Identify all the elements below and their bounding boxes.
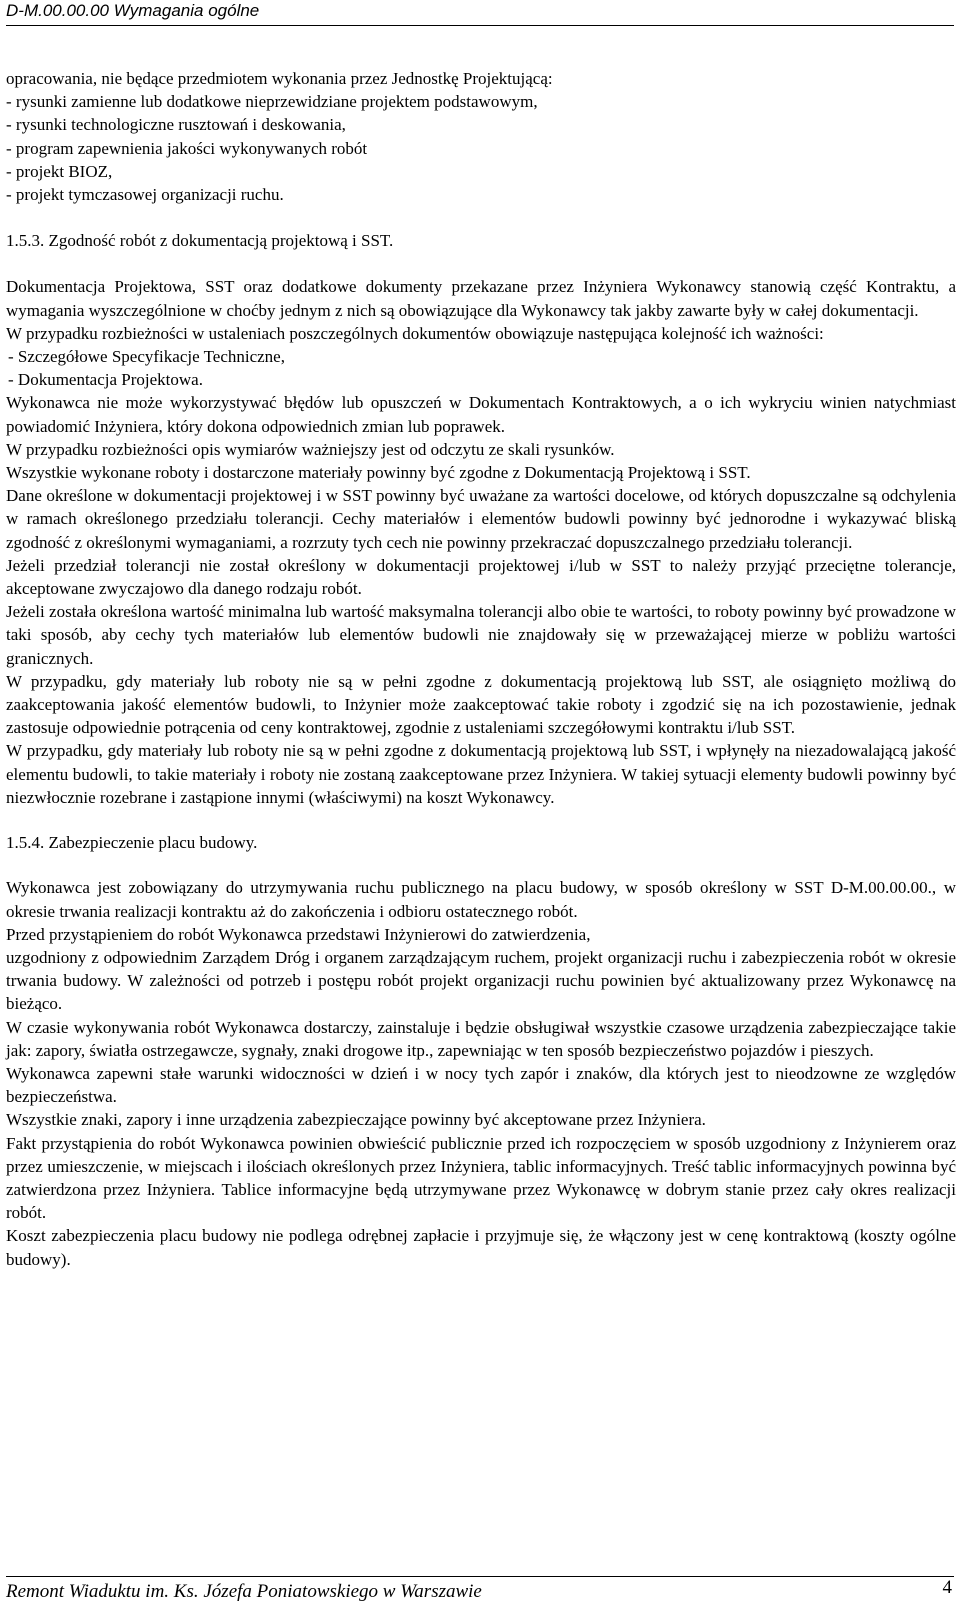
paragraph: Koszt zabezpieczenia placu budowy nie podlega odrębnej zapłacie i przyjmuje się, że włączony jest w cenę kontraktową (koszty ogólne budowy). [6, 1226, 956, 1269]
footer-rule [6, 1576, 954, 1577]
list-item: - Szczegółowe Specyfikacje Techniczne, [8, 347, 285, 367]
paragraph: Wykonawca jest zobowiązany do utrzymywania ruchu publicznego na placu budowy, w sposób określony w SST D-M.00.00.00., w okresie trwania realizacji kontraktu aż do zakończenia i odbioru ostatecznego robót. [6, 878, 956, 921]
paragraph: Przed przystąpieniem do robót Wykonawca przedstawi Inżynierowi do zatwierdzenia, [6, 924, 591, 944]
paragraph: Dane określone w dokumentacji projektowej i w SST powinny być uważane za wartości docelowe, od których dopuszczalne są odchylenia w ramach określonego przedziału tolerancji. Cechy materiałów i elementów budowli powinny być jednorodne i wykazywać bliską zgodność z określonymi wymaganiami, a rozrzuty tych cech nie powinny przekraczać dopuszczalnego przedziału tolerancji. [6, 486, 956, 552]
intro-item: - rysunki technologiczne rusztowań i deskowania, [6, 115, 346, 135]
paragraph: W przypadku, gdy materiały lub roboty nie są w pełni zgodne z dokumentacją projektową lub SST, i wpłynęły na niezadowalającą jakość elementu budowli, to takie materiały i roboty nie zostaną zaakceptowane przez Inżyniera. W takiej sytuacji elementy budowli powinny być niezwłocznie rozebrane i zastąpione innymi (właściwymi) na koszt Wykonawcy. [6, 741, 956, 807]
document-body [6, 67, 956, 1271]
intro-item: - program zapewnienia jakości wykonywanych robót [6, 138, 368, 158]
running-footer: Remont Wiaduktu im. Ks. Józefa Poniatowskiego w Warszawie [6, 1581, 482, 1602]
paragraph: uzgodniony z odpowiednim Zarządem Dróg i organem zarządzającym ruchem, projekt organizacji ruchu i zabezpieczenia robót w okresie trwania budowy. W zależności od potrzeb i postępu robót projekt organizacji ruchu powinien być aktualizowany przez Wykonawcę na bieżąco. [6, 947, 956, 1014]
paragraph: Wykonawca zapewni stałe warunki widoczności w dzień i w nocy tych zapór i znaków, dla których jest to nieodzowne ze względów bezpieczeństwa. [6, 1063, 956, 1107]
list-item: - Dokumentacja Projektowa. [8, 370, 203, 390]
paragraph: Fakt przystąpienia do robót Wykonawca powinien obwieścić publicznie przed ich rozpoczęciem w sposób uzgodniony z Inżynierem oraz przez umieszczenie, w miejscach i ilościach określonych przez Inżyniera, tablic informacyjnych. Treść tablic informacyjnych powinna być zatwierdzona przez Inżyniera. Tablice informacyjne będą utrzymywane przez Wykonawcę w dobrym stanie przez cały okres realizacji robót. [6, 1133, 956, 1223]
intro-item: - rysunki zamienne lub dodatkowe nieprzewidziane projektem podstawowym, [6, 92, 538, 112]
intro-item: - projekt BIOZ, [6, 161, 113, 181]
section-heading-1-5-4: 1.5.4. Zabezpieczenie placu budowy. [6, 833, 258, 853]
paragraph: W przypadku rozbieżności opis wymiarów ważniejszy jest od odczytu ze skali rysunków. [6, 439, 615, 459]
paragraph: Wykonawca nie może wykorzystywać błędów lub opuszczeń w Dokumentach Kontraktowych, a o ich wykryciu winien natychmiast powiadomić Inżyniera, który dokona odpowiednich zmian lub poprawek. [6, 393, 956, 436]
paragraph: Jeżeli została określona wartość minimalna lub wartość maksymalna tolerancji albo obie te wartości, to roboty powinny być prowadzone w taki sposób, aby cechy tych materiałów lub elementów budowli nie znajdowały się w przeważającej mierze w pobliżu wartości granicznych. [6, 602, 956, 668]
paragraph: Dokumentacja Projektowa, SST oraz dodatkowe dokumenty przekazane przez Inżyniera Wykonawcy stanowią część Kontraktu, a wymagania wyszczególnione w choćby jednym z nich są obowiązujące dla Wykonawcy tak jakby zawarte były w całej dokumentacji. [6, 277, 956, 320]
intro-item: - projekt tymczasowej organizacji ruchu. [6, 185, 284, 205]
paragraph: W przypadku, gdy materiały lub roboty nie są w pełni zgodne z dokumentacją projektową lub SST, ale osiągnięto możliwą do zaakceptowania jakość elementów budowli, to Inżynier może zaakceptować takie roboty i zgodzić się na ich pozostawienie, jednak zastosuje odpowiednie potrącenia od ceny kontraktowej, zgodnie z ustaleniami szczegółowymi kontraktu i/lub SST. [6, 671, 956, 738]
intro-lead: opracowania, nie będące przedmiotem wykonania przez Jednostkę Projektującą: [6, 69, 553, 88]
header-rule [6, 25, 954, 26]
paragraph: W przypadku rozbieżności w ustaleniach poszczególnych dokumentów obowiązuje następująca kolejność ich ważności: [6, 323, 824, 343]
running-header: D-M.00.00.00 Wymagania ogólne [6, 1, 260, 20]
paragraph: Wszystkie wykonane roboty i dostarczone materiały powinny być zgodne z Dokumentacją Projektową i SST. [6, 463, 751, 483]
page-number: 4 [942, 1577, 952, 1598]
paragraph: Wszystkie znaki, zapory i inne urządzenia zabezpieczające powinny być akceptowane przez Inżyniera. [6, 1110, 706, 1130]
paragraph: W czasie wykonywania robót Wykonawca dostarczy, zainstaluje i będzie obsługiwał wszystkie czasowe urządzenia zabezpieczające takie jak: zapory, światła ostrzegawcze, sygnały, znaki drogowe itp., zapewniając w ten sposób bezpieczeństwo pojazdów i pieszych. [6, 1017, 956, 1060]
paragraph: Jeżeli przedział tolerancji nie został określony w dokumentacji projektowej i/lub w SST to należy przyjąć przeciętne tolerancje, akceptowane zwyczajowo dla danego rodzaju robót. [6, 555, 956, 599]
section-heading-1-5-3: 1.5.3. Zgodność robót z dokumentacją projektową i SST. [6, 231, 394, 251]
